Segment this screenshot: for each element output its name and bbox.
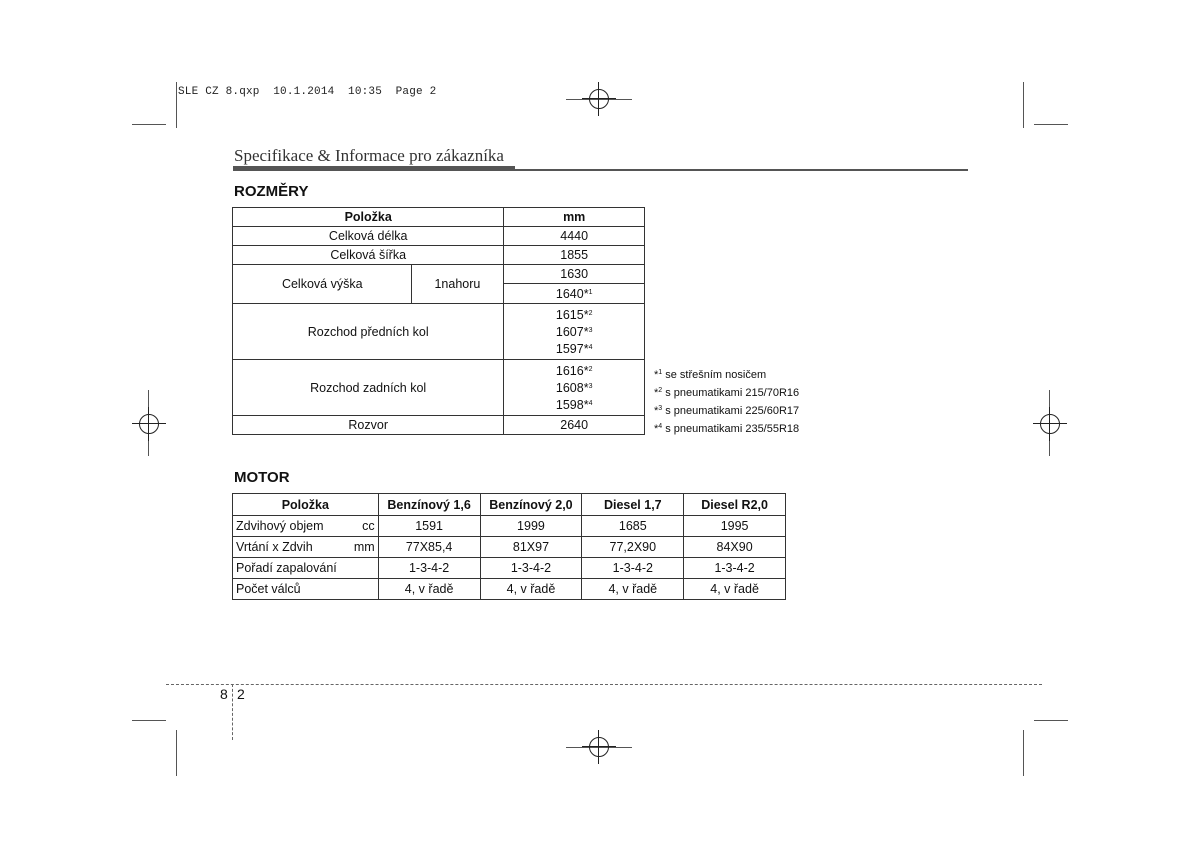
page-number: 2 bbox=[237, 686, 245, 702]
column-header: Benzínový 1,6 bbox=[378, 494, 480, 516]
row-label: Zdvihový objem cc bbox=[233, 516, 379, 537]
row-label: Celková výška bbox=[233, 265, 412, 304]
table-cell: 4, v řadě bbox=[480, 579, 582, 600]
registration-mark-icon bbox=[132, 407, 166, 441]
table-row bbox=[233, 304, 645, 360]
table-cell: 1995 bbox=[684, 516, 786, 537]
row-value: 2640 bbox=[504, 416, 645, 435]
table-row bbox=[233, 558, 786, 579]
table-header-row bbox=[233, 208, 645, 227]
row-value: 1630 bbox=[504, 265, 645, 284]
row-label: Počet válců bbox=[233, 579, 379, 600]
table-cell: 77X85,4 bbox=[378, 537, 480, 558]
table-cell: 1591 bbox=[378, 516, 480, 537]
registration-mark-icon bbox=[582, 82, 616, 116]
row-sublabel: 1nahoru bbox=[412, 265, 504, 304]
row-label: Celková šířka bbox=[233, 246, 504, 265]
table-row bbox=[233, 516, 786, 537]
footer-dashed-divider bbox=[232, 684, 233, 740]
crop-mark bbox=[176, 730, 177, 776]
table-cell: 84X90 bbox=[684, 537, 786, 558]
table-row bbox=[233, 579, 786, 600]
print-slug: SLE CZ 8.qxp 10.1.2014 10:35 Page 2 bbox=[178, 86, 437, 98]
column-header: Benzínový 2,0 bbox=[480, 494, 582, 516]
table-row bbox=[233, 360, 645, 416]
table-header-row bbox=[233, 494, 786, 516]
header-rule-thin bbox=[515, 169, 968, 171]
crop-mark bbox=[132, 720, 166, 721]
engine-heading: MOTOR bbox=[234, 469, 290, 486]
column-header-unit: mm bbox=[504, 208, 645, 227]
column-header-item: Položka bbox=[233, 208, 504, 227]
footnotes bbox=[654, 365, 799, 437]
page-header-title: Specifikace & Informace pro zákazníka bbox=[234, 146, 504, 165]
row-value: 1615*$^2$ 1607*$^3$ 1597*$^4$ bbox=[504, 304, 645, 360]
table-cell: 77,2X90 bbox=[582, 537, 684, 558]
row-label: Vrtání x Zdvih mm bbox=[233, 537, 379, 558]
engine-table bbox=[232, 493, 786, 600]
registration-mark-icon bbox=[1033, 407, 1067, 441]
row-label: Celková délka bbox=[233, 227, 504, 246]
dimensions-table bbox=[232, 207, 645, 435]
footnote: *$^1$ se střešním nosičem bbox=[654, 369, 767, 381]
table-row bbox=[233, 246, 645, 265]
row-value: 1855 bbox=[504, 246, 645, 265]
page-section-number: 8 bbox=[220, 686, 228, 702]
table-cell: 1685 bbox=[582, 516, 684, 537]
crop-mark bbox=[1023, 82, 1024, 128]
table-cell: 81X97 bbox=[480, 537, 582, 558]
crop-mark bbox=[1023, 730, 1024, 776]
column-header: Položka bbox=[233, 494, 379, 516]
table-row bbox=[233, 537, 786, 558]
row-label: Rozvor bbox=[233, 416, 504, 435]
footnote: *$^3$ s pneumatikami 225/60R17 bbox=[654, 405, 800, 417]
column-header: Diesel 1,7 bbox=[582, 494, 684, 516]
row-value: 1616*$^2$ 1608*$^3$ 1598*$^4$ bbox=[504, 360, 645, 416]
dimensions-heading: ROZMĚRY bbox=[234, 183, 309, 200]
crop-mark bbox=[1034, 124, 1068, 125]
crop-mark bbox=[132, 124, 166, 125]
footnote: *$^2$ s pneumatikami 215/70R16 bbox=[654, 387, 800, 399]
table-row bbox=[233, 416, 645, 435]
row-label: Pořadí zapalování bbox=[233, 558, 379, 579]
table-cell: 1-3-4-2 bbox=[480, 558, 582, 579]
table-row bbox=[233, 227, 645, 246]
column-header: Diesel R2,0 bbox=[684, 494, 786, 516]
header-rule-thick bbox=[233, 166, 515, 171]
table-row bbox=[233, 265, 645, 284]
table-cell: 1-3-4-2 bbox=[582, 558, 684, 579]
row-label: Rozchod zadních kol bbox=[233, 360, 504, 416]
table-cell: 4, v řadě bbox=[582, 579, 684, 600]
table-cell: 1999 bbox=[480, 516, 582, 537]
table-cell: 1-3-4-2 bbox=[684, 558, 786, 579]
crop-mark bbox=[1034, 720, 1068, 721]
footnote: *$^4$ s pneumatikami 235/55R18 bbox=[654, 423, 800, 435]
row-value: 1640*$^1$ bbox=[504, 284, 645, 304]
row-value: 4440 bbox=[504, 227, 645, 246]
row-label: Rozchod předních kol bbox=[233, 304, 504, 360]
footer-dashed-rule bbox=[166, 684, 1042, 685]
table-cell: 4, v řadě bbox=[378, 579, 480, 600]
registration-mark-icon bbox=[582, 730, 616, 764]
table-cell: 4, v řadě bbox=[684, 579, 786, 600]
crop-mark bbox=[176, 82, 177, 128]
table-cell: 1-3-4-2 bbox=[378, 558, 480, 579]
